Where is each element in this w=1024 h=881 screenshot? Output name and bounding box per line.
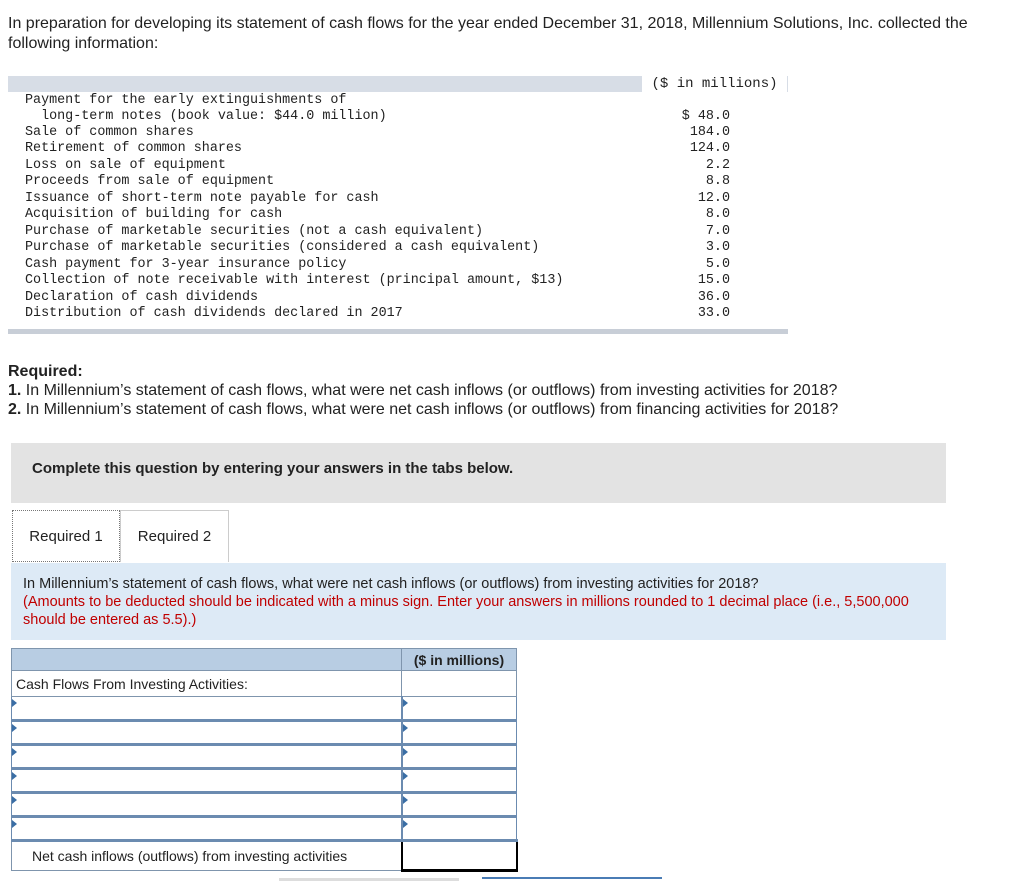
given-row-label: Cash payment for 3-year insurance policy [25, 257, 347, 272]
dropdown-marker-icon [403, 748, 408, 756]
dropdown-marker-icon [12, 796, 17, 804]
given-row-label: Issuance of short-term note payable for cash [25, 191, 379, 206]
description-input[interactable] [12, 721, 402, 745]
required-item-text: In Millennium’s statement of cash flows, what were net cash inflows (or outflows) from investing activities for 2018? [21, 382, 838, 399]
given-data-table [8, 76, 788, 334]
description-input[interactable] [12, 697, 402, 721]
amount-input[interactable] [402, 745, 517, 769]
given-row-value: 7.0 [705, 224, 730, 239]
given-row-value: $ 48.0 [681, 109, 730, 124]
given-row-label: Declaration of cash dividends [25, 290, 259, 305]
description-input[interactable] [12, 793, 402, 817]
net-investing-label: Net cash inflows (outflows) from investing activities [12, 841, 402, 871]
question-instruction-note: (Amounts to be deducted should be indicated with a minus sign. Enter your answers in millions rounded to 1 decimal place (i.e., 5,500,000 should be entered as 5.5).) [23, 594, 909, 628]
required-item-text: In Millennium’s statement of cash flows, what were net cash inflows (or outflows) from financing activities for 2018? [21, 401, 839, 418]
required-item-number: 1. [8, 382, 22, 399]
intro-text: In preparation for developing its statement of cash flows for the year ended December 31, 2018, Millennium Solutions, Inc. collected the following information: [8, 15, 968, 52]
given-row-label: Purchase of marketable securities (not a cash equivalent) [25, 224, 484, 239]
given-row-value: 33.0 [697, 306, 730, 321]
answer-header-blank [12, 649, 402, 671]
tab-required-1[interactable]: Required 1 [12, 510, 120, 562]
given-row-value: 2.2 [705, 158, 730, 173]
required-item-number: 2. [8, 401, 22, 418]
given-row-value: 15.0 [697, 273, 730, 288]
given-row-value: 8.0 [705, 207, 730, 222]
given-unit-header: ($ in millions) [642, 76, 788, 92]
amount-input[interactable] [402, 697, 517, 721]
given-row-label: Purchase of marketable securities (considered a cash equivalent) [25, 240, 540, 255]
question-panel [11, 563, 946, 640]
dropdown-marker-icon [12, 699, 17, 707]
answer-unit-header: ($ in millions) [402, 649, 517, 671]
instruction-text: Complete this question by entering your answers in the tabs below. [32, 460, 514, 477]
given-bottom-bar [8, 329, 788, 334]
given-row-label: Acquisition of building for cash [25, 207, 283, 222]
dropdown-marker-icon [403, 772, 408, 780]
question-text: In Millennium’s statement of cash flows, what were net cash inflows (or outflows) from investing activities for 2018? [23, 576, 759, 592]
given-row-label: Proceeds from sale of equipment [25, 174, 275, 189]
dropdown-marker-icon [403, 724, 408, 732]
dropdown-marker-icon [403, 699, 408, 707]
dropdown-marker-icon [403, 796, 408, 804]
given-row-value: 5.0 [705, 257, 730, 272]
description-input[interactable] [12, 769, 402, 793]
given-row-label: Loss on sale of equipment [25, 158, 226, 173]
required-heading: Required: [8, 363, 83, 380]
section-value-blank [402, 671, 517, 697]
answer-table [11, 648, 518, 872]
description-input[interactable] [12, 817, 402, 841]
description-input[interactable] [12, 745, 402, 769]
dropdown-marker-icon [12, 748, 17, 756]
tab-required-2[interactable]: Required 2 [120, 510, 229, 562]
given-row-value: 3.0 [705, 240, 730, 255]
given-row-value: 12.0 [697, 191, 730, 206]
dropdown-marker-icon [12, 772, 17, 780]
given-row-label: Sale of common shares [25, 125, 194, 140]
dropdown-marker-icon [12, 820, 17, 828]
given-row-value: 184.0 [689, 125, 730, 140]
section-label: Cash Flows From Investing Activities: [12, 671, 402, 697]
given-row-label: Collection of note receivable with interest (principal amount, $13) [25, 273, 564, 288]
instruction-banner [11, 443, 946, 503]
given-row-label: Payment for the early extinguishments of long-term notes (book value: $44.0 million) [25, 93, 387, 124]
given-row-value: 36.0 [697, 290, 730, 305]
required-section [8, 362, 838, 419]
amount-input[interactable] [402, 793, 517, 817]
next-button[interactable] [482, 877, 662, 881]
amount-input[interactable] [402, 769, 517, 793]
amount-input[interactable] [402, 817, 517, 841]
dropdown-marker-icon [403, 820, 408, 828]
given-row-value: 124.0 [689, 141, 730, 156]
dropdown-marker-icon [12, 724, 17, 732]
given-row-value: 8.8 [705, 174, 730, 189]
amount-input[interactable] [402, 721, 517, 745]
given-row-label: Distribution of cash dividends declared in 2017 [25, 306, 403, 321]
given-row-label: Retirement of common shares [25, 141, 242, 156]
net-investing-input[interactable] [402, 841, 517, 871]
